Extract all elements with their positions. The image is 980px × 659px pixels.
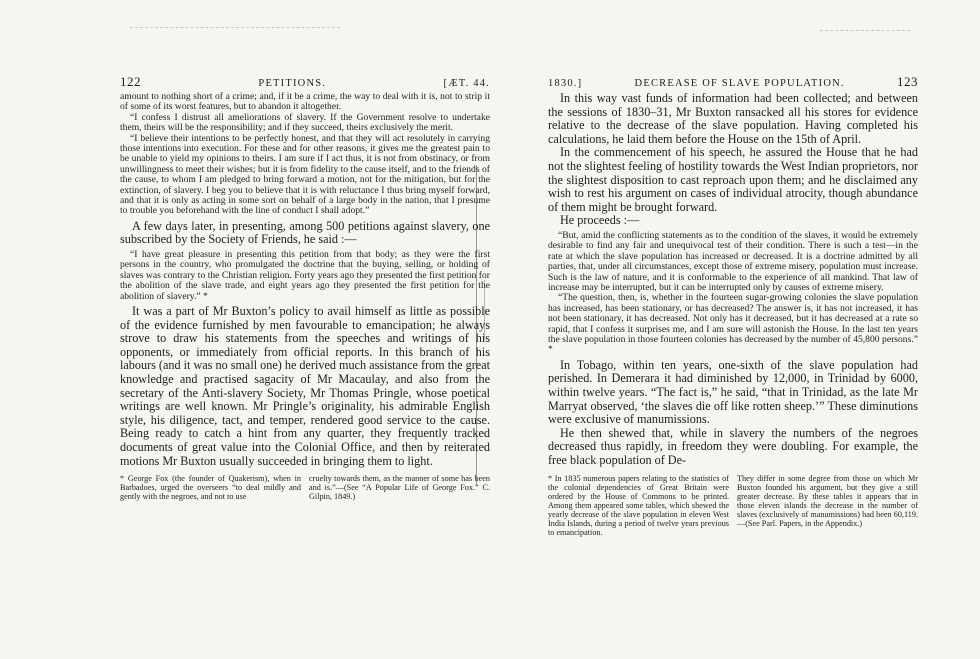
- running-title: PETITIONS.: [258, 78, 327, 89]
- running-title: DECREASE OF SLAVE POPULATION.: [634, 78, 845, 89]
- paragraph: “I believe their intentions to be perfectly honest, and that they will act resolutely in carrying those intentions into execution. For these and for other reasons, it gives me the greatest pain to be unable to yield my opinions to theirs. I am sure if I act thus, it is not from obstinacy, or from unwillingness to meet their wishes; but it is from fidelity to the cause itself, and to the friends of the cause, to whom I am pledged to bring forward a motion, not for the mitigation, but for the extinction, of slavery. I beg you to believe that it is with reluctance I thus bring myself forward, and that it is only as acting in some sort on behalf of a large body in the nation, that I presume to trouble you beforehand with the line of conduct I shall adopt.”: [120, 132, 490, 217]
- footnote-column: * In 1835 numerous papers relating to the statistics of the colonial dependencies of Great Britain were ordered by the House of Commons to be printed. Among them appeared some tables, which shewed the yearly decrease of the slave population in eleven West India Islands, during a period of twelve years previous to emancipation.: [548, 473, 729, 537]
- page-body: [120, 92, 490, 468]
- page-number: 122: [120, 74, 141, 89]
- paragraph: In Tobago, within ten years, one-sixth of the slave population had perished. In Demerara it had diminished by 12,000, in Trinidad by 6000, within twelve years. “The fact is,” he said, “that in Trinidad, as the late Mr Marryat observed, ‘the slaves die off like rotten sheep.’” These diminutions were exclusive of manumissions.: [548, 357, 918, 427]
- paragraph: In the commencement of his speech, he assured the House that he had not the slightest feeling of hostility towards the West Indian proprietors, nor the slightest disposition to cast reproach upon them; and he disclaimed any wish to rest his argument on cases of individual atrocity, though abundance of them might be brought forward.: [548, 145, 918, 214]
- paragraph: He proceeds :—: [560, 213, 640, 228]
- paragraph: “But, amid the conflicting statements as to the condition of the slaves, it would be extremely desirable to find any fair and unequivocal test of their condition. There is such a test—in the rate at which the slave population has increased or decreased. It is a doctrine admitted by all parties, that, under all circumstances, except those of extreme misery, population must increase. Such is the law of nature, and it is conformable to the experience of all mankind. That law of increase may be interrupted, but it can be interrupted only by causes of extreme misery.: [548, 229, 918, 293]
- page-body: [548, 92, 918, 468]
- left-page: [120, 74, 490, 501]
- paragraph: It was a part of Mr Buxton’s policy to avail himself as little as possible of the evidence furnished by men favourable to emancipation; he always strove to draw his statements from the speeches and writings of his opponents, or immediately from official reports. In this branch of his labours (and it was no small one) he derived much assistance from the great knowledge and practised sagacity of Mr Macaulay, and also from the secretary of the Anti-slavery Society, Mr Thomas Pringle, whose poetical writings are well known. Mr Pringle’s originality, his admirable English style, his diligence, tact, and temper, rendered good service to the cause. Being ready to catch a hint from any quarter, they frequently tracked documents of great value into the Colonial Office, and then by reiterated motions Mr Buxton usually succeeded in bringing them to light.: [120, 304, 490, 468]
- paragraph: In this way vast funds of information had been collected; and between the sessions of 1830–31, Mr Buxton ransacked all his stores for evidence relative to the decrease of the slave population. Having completed his calculations, he laid them before the House on the 15th of April.: [548, 91, 918, 146]
- running-right: [ÆT. 44.: [443, 78, 490, 89]
- running-left: 1830.]: [548, 78, 583, 89]
- paragraph: “I have great pleasure in presenting this petition from that body; as they were the first persons in the country, who promulgated the doctrine that the buying, selling, or holding of slaves was contrary to the Christian religion. Forty years ago they presented the first petition for the abolition of the slave trade, and eight years ago they presented the first petition for the abolition of slavery.” *: [120, 249, 490, 302]
- footnote-column: * George Fox (the founder of Quakerism), when in Barbadoes, urged the overseers “to deal mildly and gently with the negroes, and not to use: [120, 474, 301, 502]
- right-page: [548, 74, 918, 537]
- paragraph: amount to nothing short of a crime; and, if it be a crime, the way to deal with it is, not to strip it of some of its worst features, but to abandon it altogether.: [120, 91, 490, 113]
- running-head: [548, 74, 918, 92]
- scan-artifact: [820, 30, 910, 34]
- footnote-column: They differ in some degree from those on which Mr Buxton founded his argument, but they give a still greater decrease. By these tables it appears that in those eleven islands the decrease in the number of slaves (exclusively of manumissions) had been 60,119.—(See Parl. Papers, in the Appendix.): [737, 473, 918, 528]
- footnote: [120, 474, 490, 501]
- scan-artifact: [130, 27, 340, 31]
- page-number: 123: [896, 74, 918, 89]
- paragraph: He then shewed that, while in slavery the numbers of the negroes decreased thus rapidly, in freedom they were doubling. For example, the free black population of De-: [548, 425, 918, 467]
- running-head: [120, 74, 490, 92]
- paragraph: “The question, then, is, whether in the fourteen sugar-growing colonies the slave population has increased, has been stationary, or has decreased? The answer is, it has not increased, it has not been stationary, it has decreased. Not only has it decreased, but it has decreased at a rate so rapid, that I confess it surprises me, and I am sure will astonish the House. In the last ten years the slave population in those fourteen colonies has decreased by the number of 45,800 persons.” *: [548, 292, 918, 356]
- footnote-column: cruelty towards them, as the manner of some has been and is.”—(See “A Popular Life of George Fox.” C. Gilpin, 1849.): [309, 474, 490, 502]
- paragraph: A few days later, in presenting, among 500 petitions against slavery, one subscribed by the Society of Friends, he said :—: [120, 218, 490, 247]
- paragraph: “I confess I distrust all ameliorations of slavery. If the Government resolve to undertake them, theirs will be the responsibility; and if they succeed, theirs exclusively the merit.: [120, 111, 490, 134]
- footnote: [548, 474, 918, 537]
